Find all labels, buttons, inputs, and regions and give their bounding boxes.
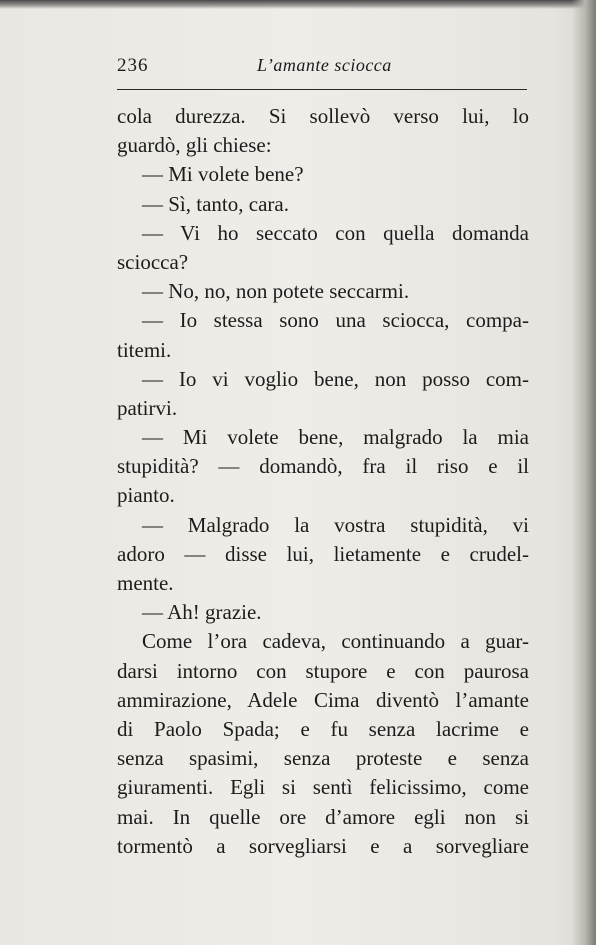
text-line: titemi. (117, 337, 172, 362)
page-top-shadow (0, 0, 596, 9)
text-line: stupidità? — domandò, fra il riso e il (117, 454, 529, 479)
running-title: L’amante sciocca (257, 55, 392, 75)
text-line: — Io stessa sono una sciocca, compa- (142, 308, 529, 333)
body-text (117, 102, 529, 861)
text-line: pianto. (117, 483, 175, 508)
text-line: senza spasimi, senza proteste e senza (117, 746, 529, 771)
text-line: — Mi volete bene, malgrado la mia (142, 425, 529, 450)
page-number: 236 (117, 55, 149, 76)
text-line: guardò, gli chiese: (117, 133, 272, 158)
text-line: Come l’ora cadeva, continuando a guar- (142, 629, 529, 654)
text-line: patirvi. (117, 395, 178, 420)
text-line: — Io vi voglio bene, non posso com- (142, 366, 529, 391)
text-line: — Malgrado la vostra stupidità, vi (142, 512, 529, 537)
text-line: — Sì, tanto, cara. (142, 191, 289, 216)
text-line: — Ah! grazie. (142, 600, 262, 625)
page-binding-shadow (572, 0, 596, 945)
header-rule (117, 89, 527, 90)
text-line: mente. (117, 571, 174, 595)
text-line: di Paolo Spada; e fu senza lacrime e (117, 716, 529, 741)
text-line: darsi intorno con stupore e con paurosa (117, 658, 529, 683)
text-line: — Vi ho seccato con quella domanda (142, 220, 529, 245)
text-line: adoro — disse lui, lietamente e crudel- (117, 541, 529, 566)
text-line: — Mi volete bene? (142, 162, 304, 187)
page-header (117, 55, 527, 81)
text-line: cola durezza. Si sollevò verso lui, lo (117, 104, 529, 128)
text-line: sciocca? (117, 249, 189, 274)
text-line: mai. In quelle ore d’amore egli non si (117, 804, 529, 829)
text-line: ammirazione, Adele Cima diventò l’amante (117, 687, 529, 712)
text-line: — No, no, non potete seccarmi. (142, 279, 410, 304)
text-line: giuramenti. Egli si sentì felicissimo, come (117, 775, 529, 800)
text-line: tormentò a sorvegliarsi e a sorvegliare (117, 833, 529, 858)
